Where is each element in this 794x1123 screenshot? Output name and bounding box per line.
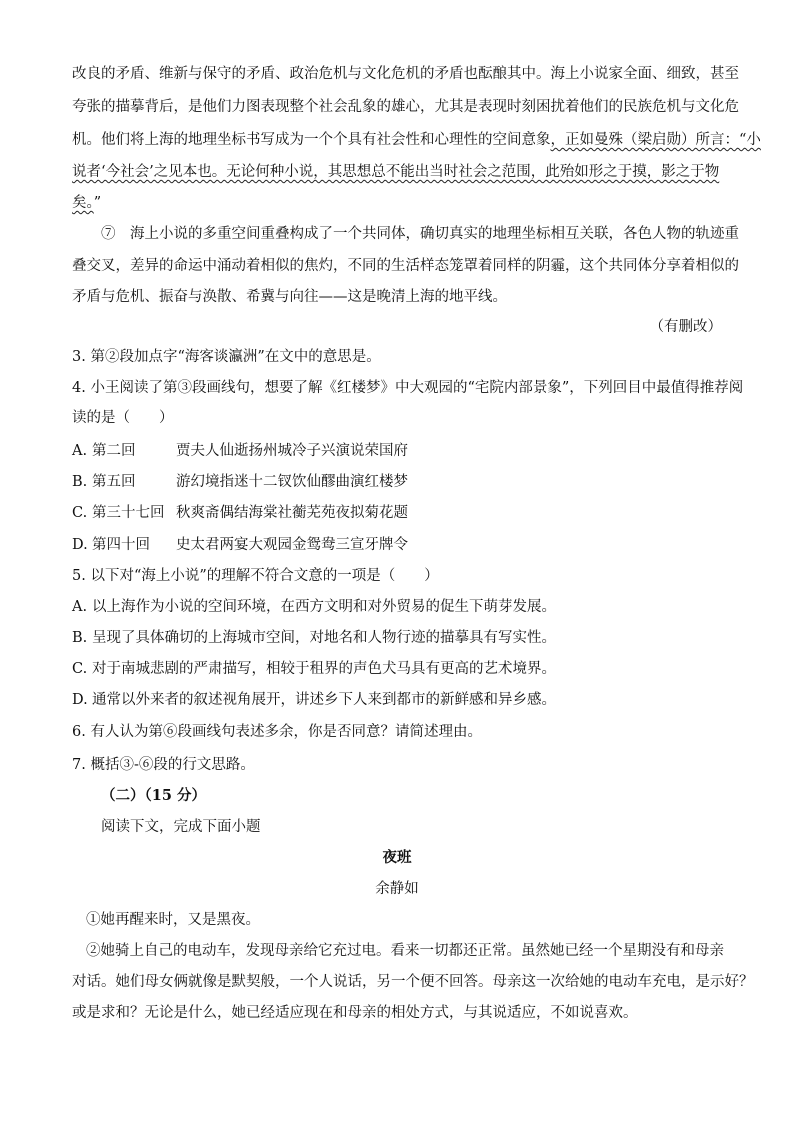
q5-option-d: D. 通常以外来者的叙述视角展开，讲述乡下人来到都市的新鲜感和异乡感。 bbox=[72, 692, 556, 708]
question-5: 5. 以下对“海上小说”的理解不符合文意的一项是（ ） bbox=[72, 568, 439, 584]
edit-note: （有删改） bbox=[649, 319, 722, 335]
question-4-line-1: 4. 小王阅读了第③段画线句，想要了解《红楼梦》中大观园的“宅院内部景象”，下列回目中最值得推荐阅 bbox=[72, 380, 744, 396]
para7-line-3: 矛盾与危机、振奋与涣散、希冀与向往——这是晚清上海的地平线。 bbox=[72, 289, 507, 305]
story-para-2-line-1: ②她骑上自己的电动车，发现母亲给它充过电。看来一切都还正常。虽然她已经一个星期没有和母亲 bbox=[86, 943, 724, 959]
q4-option-d: D. 第四十回 史太君两宴大观园金鸳鸯三宣牙牌令 bbox=[72, 537, 408, 553]
story-para-2-line-2: 对话。她们母女俩就像是默契般，一个人说话，另一个便不回答。母亲这一次给她的电动车充电，是示好？ bbox=[72, 974, 754, 990]
quote-wavy-line: 说者‘今社会’之见本也。无论何种小说，其思想总不能出当时社会之范围，此殆如形之于摸，影之于物 bbox=[72, 164, 720, 180]
story-para-2-line-3: 或是求和？无论是什么，她已经适应现在和母亲的相处方式，与其说适应，不如说喜欢。 bbox=[72, 1005, 638, 1021]
story-para-1: ①她再醒来时，又是黑夜。 bbox=[86, 912, 260, 928]
question-3: 3. 第②段加点字“海客谈瀛洲”在文中的意思是。 bbox=[72, 349, 381, 365]
q4-option-b: B. 第五回 游幻境指迷十二钗饮仙醪曲演红楼梦 bbox=[72, 474, 408, 490]
intro-line-5 bbox=[72, 193, 101, 213]
story-author: 余静如 bbox=[375, 881, 419, 897]
story-title: 夜班 bbox=[382, 849, 412, 866]
para7-line-2: 叠交叉，差异的命运中涌动着相似的焦灼，不同的生活样态笼罩着同样的阴霾，这个共同体分享着相似的 bbox=[72, 258, 739, 274]
intro-line-3-plain: 机。他们将上海的地理坐标书写成为一个个具有社会性和心理性的空间意象 bbox=[72, 132, 551, 148]
q4-option-a: A. 第二回 贾夫人仙逝扬州城冷子兴演说荣国府 bbox=[72, 443, 408, 459]
q5-option-c: C. 对于南城悲剧的严肃描写，相较于租界的声色犬马具有更高的艺术境界。 bbox=[72, 661, 556, 677]
section-2-heading: （二）（15 分） bbox=[101, 787, 206, 804]
question-6: 6. 有人认为第⑥段画线句表述多余，你是否同意？请简述理由。 bbox=[72, 724, 482, 740]
q5-option-b: B. 呈现了具体确切的上海城市空间，对地名和人物行迹的描摹具有写实性。 bbox=[72, 630, 556, 646]
q4-option-c: C. 第三十七回 秋爽斋偶结海棠社蘅芜苑夜拟菊花题 bbox=[72, 505, 408, 521]
intro-line-2: 夸张的描摹背后，是他们力图表现整个社会乱象的雄心，尤其是表现时刻困扰着他们的民族危机与文化危 bbox=[72, 99, 739, 115]
quote-wavy-end: 矣。 bbox=[72, 195, 94, 211]
question-7: 7. 概括③-⑥段的行文思路。 bbox=[72, 757, 255, 773]
intro-line-4 bbox=[72, 162, 719, 182]
question-4-line-2: 读的是（ ） bbox=[72, 410, 174, 426]
q5-option-a: A. 以上海作为小说的空间环境，在西方文明和对外贸易的促生下萌芽发展。 bbox=[72, 599, 556, 615]
para7-line-1: ⑦ 海上小说的多重空间重叠构成了一个共同体，确切真实的地理坐标相互关联，各色人物的轨迹重 bbox=[101, 226, 739, 242]
quote-close: ” bbox=[93, 195, 102, 211]
intro-line-3 bbox=[72, 130, 761, 150]
section-2-instruction: 阅读下文，完成下面小题 bbox=[101, 819, 261, 835]
intro-line-1: 改良的矛盾、维新与保守的矛盾、政治危机与文化危机的矛盾也酝酿其中。海上小说家全面、细致，甚至 bbox=[72, 66, 739, 82]
quote-wavy-start: ，正如曼殊（梁启勋）所言：“小 bbox=[550, 132, 761, 148]
